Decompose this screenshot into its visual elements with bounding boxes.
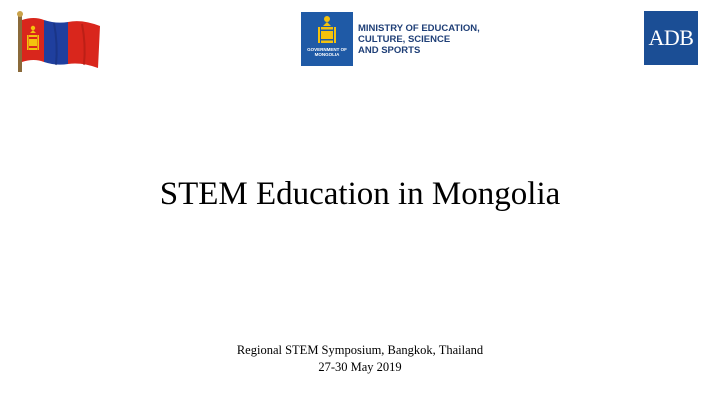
- ministry-name-line-2: CULTURE, SCIENCE: [358, 33, 451, 45]
- adb-logo: ADB: [644, 11, 698, 65]
- ministry-gov-text: [307, 47, 347, 57]
- page-title: STEM Education in Mongolia: [159, 176, 561, 212]
- ministry-name: [358, 23, 480, 56]
- mongolian-flag-icon: [12, 10, 107, 74]
- ministry-name-line-1: MINISTRY OF EDUCATION,: [358, 22, 480, 34]
- soyombo-icon: [315, 15, 339, 45]
- date-line: 27-30 May 2019: [318, 360, 402, 374]
- gov-line-2: MONGOLIA: [314, 52, 340, 57]
- ministry-logo: [301, 12, 480, 66]
- ministry-name-line-3: AND SPORTS: [358, 44, 421, 56]
- event-line: Regional STEM Symposium, Bangkok, Thailand: [236, 343, 484, 357]
- gov-line-1: GOVERNMENT OF: [307, 47, 347, 52]
- subtitle: [0, 342, 720, 376]
- ministry-emblem: [301, 12, 353, 66]
